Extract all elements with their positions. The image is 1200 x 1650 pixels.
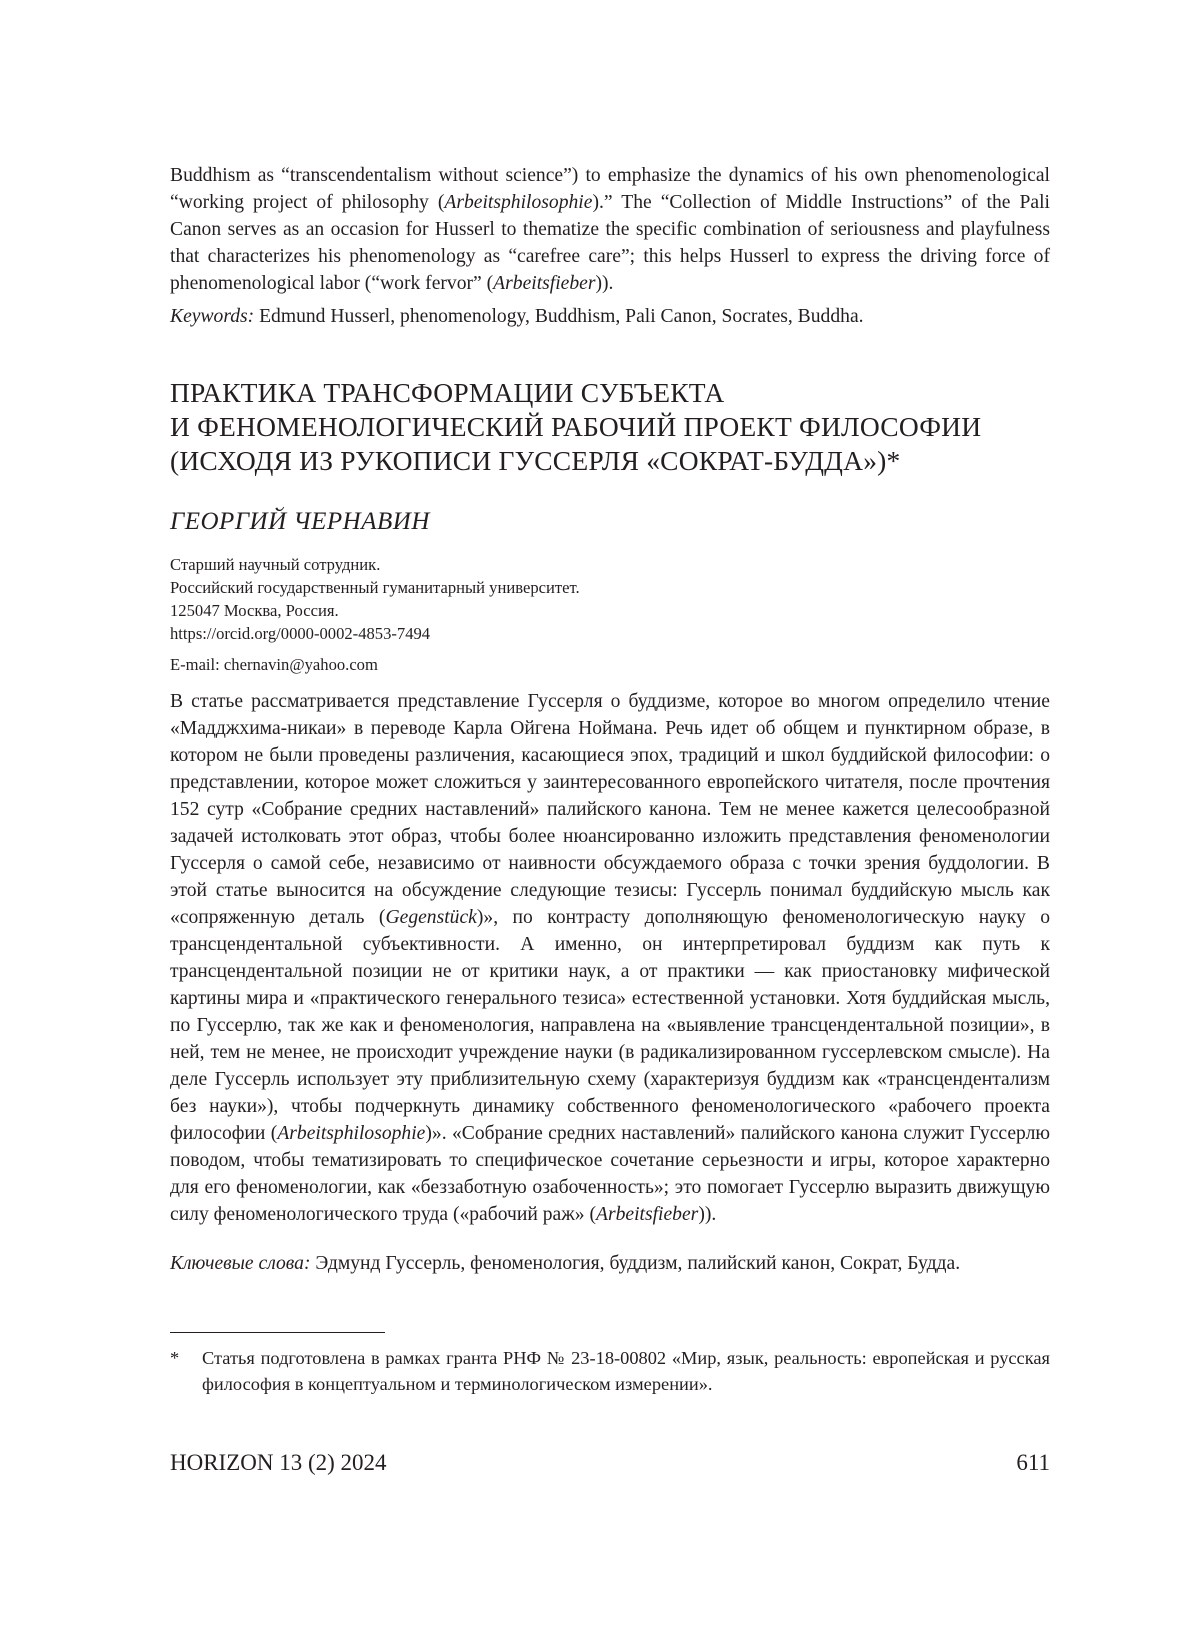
abstract-text: В статье рассматривается представление Гуссерля о буддизме, которое во многом определило чтение «Мадджхима-никаи» в переводе Карла Ойгена Ноймана. Речь идет об общем и пунктирном образе, в котором не были проведены различения, касающиеся эпох, традиций и школ буддийской философии: о представлении, которое может сложиться у заинтересованного европейского читателя, после прочтения 152 сутр «Собрание средних наставлений» палийского канона. Тем не менее кажется целесообразной задачей истолковать этот образ, чтобы более нюансированно изложить представления феноменологии Гуссерля о самой себе, независимо от наивности обсуждаемого образа с точки зрения буддологии. В этой статье выносится на обсуждение следующие тезисы: Гуссерль понимал буддийскую мысль как «сопряженную деталь (	[170, 691, 1050, 928]
journal-issue: HORIZON 13 (2) 2024	[170, 1450, 387, 1475]
footnote	[170, 1345, 1050, 1397]
abstract-italic-term: Arbeitsfieber	[596, 1204, 699, 1225]
abstract-text: ).” The “Collection of Middle Instructions” of the Pali Canon serves as an occasion for Husserl to thematize the specific combination of seriousness and playfulness that characterizes his phenomenology as “carefree care”; this helps Husserl to express the driving force of phenomenological labor (“work fervor” (	[170, 192, 1050, 294]
page-number: 611	[1016, 1450, 1050, 1475]
english-abstract-continuation	[170, 162, 1050, 297]
author-email: E-mail: chernavin@yahoo.com	[170, 655, 378, 674]
russian-abstract	[170, 688, 1050, 1228]
keywords-english	[170, 303, 1050, 330]
abstract-text: Buddhism as “transcendentalism without science”) to emphasize the dynamics of his own phenomenological “working project of philosophy (	[170, 165, 1050, 213]
affiliation-institution: Российский государственный гуманитарный университет.	[170, 578, 580, 597]
footnote-text: Статья подготовлена в рамках гранта РНФ № 23-18-00802 «Мир, язык, реальность: европейская и русская философия в концептуальном и терминологическом измерении».	[202, 1348, 1050, 1394]
title-line: (ИСХОДЯ ИЗ РУКОПИСИ ГУССЕРЛЯ «СОКРАТ-БУДДА»)*	[170, 445, 901, 476]
page	[170, 0, 1050, 1650]
keywords-label: Keywords:	[170, 306, 255, 327]
author-name: ГЕОРГИЙ ЧЕРНАВИН	[170, 508, 430, 535]
title-line: И ФЕНОМЕНОЛОГИЧЕСКИЙ РАБОЧИЙ ПРОЕКТ ФИЛОСОФИИ	[170, 411, 982, 442]
orcid-link[interactable]: https://orcid.org/0000-0002-4853-7494	[170, 624, 431, 643]
keywords-label: Ключевые слова:	[170, 1253, 311, 1274]
title-line: ПРАКТИКА ТРАНСФОРМАЦИИ СУБЪЕКТА	[170, 377, 725, 408]
footnote-divider	[170, 1332, 385, 1333]
footnote-mark: *	[170, 1348, 180, 1368]
abstract-italic-term: Arbeitsfieber	[493, 273, 596, 294]
abstract-text: )», по контрасту дополняющую феноменологическую науку о трансцендентальной субъективности. А именно, он интерпретировал буддизм как путь к трансцендентальной позиции не от критики наук, а от практики — как приостановку мифической картины мира и «практического генерального тезиса» естественной установки. Хотя буддийская мысль, по Гуссерлю, так же как и феноменология, направлена на «выявление трансцендентальной позиции», в ней, тем не менее, не происходит учреждение науки (в радикализированном гуссерлевском смысле). На деле Гуссерль использует эту приблизительную схему (характеризуя буддизм как «трансцендентализм без науки»), чтобы подчеркнуть динамику собственного феноменологического «рабочего проекта философии (	[170, 907, 1050, 1144]
keywords-text: Edmund Husserl, phenomenology, Buddhism, Pali Canon, Socrates, Buddha.	[254, 306, 864, 327]
abstract-text: )». «Собрание средних наставлений» палийского канона служит Гуссерлю поводом, чтобы тематизировать то специфическое сочетание серьезности и игры, которое характерно для его феноменологии, как «беззаботную озабоченность»; это помогает Гуссерлю выразить движущую силу феноменологического труда («рабочий раж» (	[170, 1123, 1050, 1225]
keywords-russian	[170, 1250, 1050, 1277]
abstract-text: )).	[595, 273, 614, 294]
abstract-italic-term: Arbeitsphilosophie	[444, 192, 593, 213]
abstract-italic-term: Gegenstück	[385, 907, 477, 928]
keywords-text: Эдмунд Гуссерль, феноменология, буддизм, палийский канон, Сократ, Будда.	[310, 1253, 961, 1274]
article-title	[170, 376, 1050, 478]
abstract-text: )).	[698, 1204, 717, 1225]
affiliation-address: 125047 Москва, Россия.	[170, 601, 339, 620]
author-affiliation	[170, 553, 1050, 645]
affiliation-position: Старший научный сотрудник.	[170, 555, 381, 574]
abstract-italic-term: Arbeitsphilosophie	[277, 1123, 426, 1144]
